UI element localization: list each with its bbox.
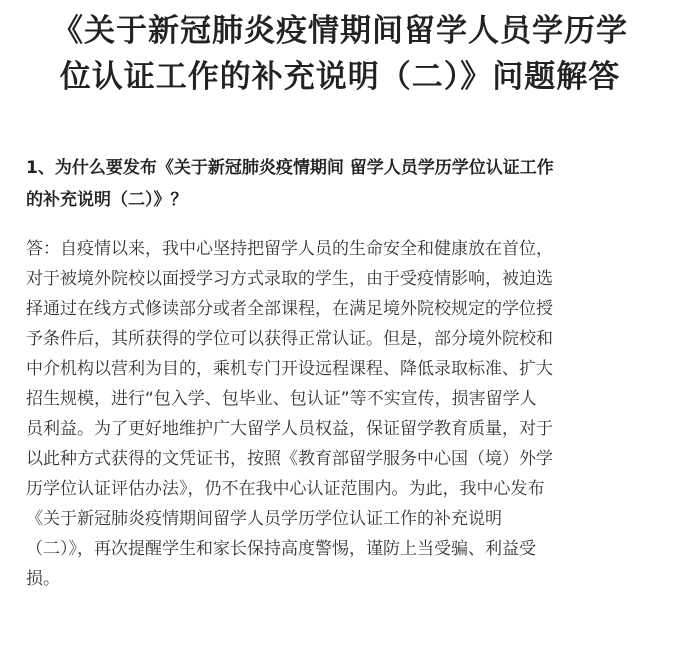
question-line-1: 1、为什么要发布《关于新冠肺炎疫情期间 留学人员学历学位认证工作: [26, 158, 554, 178]
question-heading: [26, 152, 654, 216]
answer-line-10: 《关于新冠肺炎疫情期间留学人员学历学位认证工作的补充说明: [26, 509, 502, 529]
answer-line-12: 损。: [26, 569, 60, 589]
answer-paragraph: [26, 234, 654, 594]
answer-line-9: 历学位认证评估办法》，仍不在我中心认证范围内。为此，我中心发布: [26, 479, 545, 499]
answer-line-3: 择通过在线方式修读部分或者全部课程，在满足境外院校规定的学位授: [26, 299, 553, 319]
title-line-1: 《关于新冠肺炎疫情期间留学人员学历学: [52, 13, 628, 49]
answer-line-4: 予条件后，其所获得的学位可以获得正常认证。但是，部分境外院校和: [26, 329, 553, 349]
answer-line-11: （二）》，再次提醒学生和家长保持高度警惕，谨防上当受骗、利益受: [26, 539, 536, 559]
question-line-2: 的补充说明（二）》？: [26, 190, 188, 210]
answer-line-2: 对于被境外院校以面授学习方式录取的学生，由于受疫情影响，被迫选: [26, 269, 553, 289]
answer-line-8: 以此种方式获得的文凭证书，按照《教育部留学服务中心国（境）外学: [26, 449, 553, 469]
title-line-2: 位认证工作的补充说明（二）》问题解答: [59, 59, 621, 95]
answer-line-6: 招生规模，进行“包入学、包毕业、包认证”等不实宣传，损害留学人: [26, 389, 537, 409]
answer-line-5: 中介机构以营利为目的，乘机专门开设远程课程、降低录取标准、扩大: [26, 359, 553, 379]
document-title: [26, 0, 654, 100]
answer-line-7: 员利益。为了更好地维护广大留学人员权益，保证留学教育质量，对于: [26, 419, 553, 439]
answer-line-1: 答：自疫情以来，我中心坚持把留学人员的生命安全和健康放在首位，: [26, 239, 553, 259]
